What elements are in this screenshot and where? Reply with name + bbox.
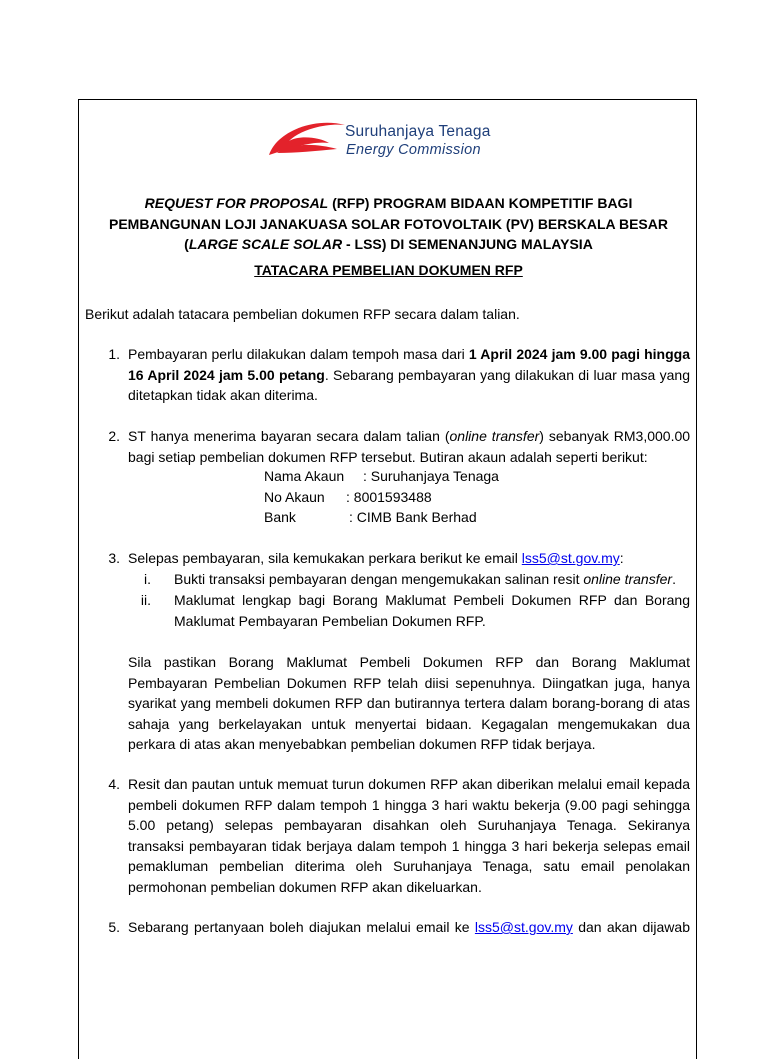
item-2-text (128, 426, 690, 467)
item-2-text-c: ) sebanyak RM3,000.00 bagi setiap pembelian dokumen RFP tersebut. Butiran akaun adalah seperti berikut: (128, 428, 691, 465)
item-3-note: Sila pastikan Borang Maklumat Pembeli Dokumen RFP dan Borang Maklumat Pembayaran Pembelian Dokumen RFP telah diisi sepenuhnya. Diingatkan juga, hanya syarikat yang membeli dokumen RFP dan butirannya tertera dalam borang-borang di atas sahaja yang berkelayakan untuk menyertai bidaan. Kegagalan mengemukakan dua perkara di atas akan menyebabkan pembelian dokumen RFP tidak berjaya. (128, 654, 690, 753)
item-number-4: 4. (108, 776, 120, 792)
bank-value: : CIMB Bank Berhad (349, 509, 477, 525)
item-1-text-c: . Sebarang pembayaran yang dilakukan di luar masa yang ditetapkan tidak akan diterima. (128, 366, 690, 404)
item-number-2: 2. (108, 428, 120, 444)
item-3-text-a: Selepas pembayaran, sila kemukakan perkara berikut ke email (128, 550, 522, 566)
email-link-2[interactable]: lss5@st.gov.my (474, 919, 573, 935)
title-text-part2: - LSS) DI SEMENANJUNG MALAYSIA (342, 236, 593, 252)
item-number-5: 5. (108, 919, 120, 935)
logo-name-malay: Suruhanjaya Tenaga (345, 123, 491, 140)
energy-commission-logo (267, 113, 542, 161)
sub-item-ii-text: Maklumat lengkap bagi Borang Maklumat Pembeli Dokumen RFP dan Borang Maklumat Pembayaran Pembelian Dokumen RFP. (174, 592, 690, 629)
title-italic-lss: LARGE SCALE SOLAR (188, 236, 343, 252)
item-3-text (128, 548, 624, 569)
section-heading: TATACARA PEMBELIAN DOKUMEN RFP (254, 262, 523, 278)
item-4-text: Resit dan pautan untuk memuat turun dokumen RFP akan diberikan melalui email kepada pembeli dokumen RFP dalam tempoh 1 hingga 3 hari waktu bekerja (9.00 pagi sehingga 5.00 petang) selepas pembayaran disahkan oleh Suruhanjaya Tenaga. Sekiranya transaksi pembayaran tidak berjaya dalam tempoh 1 hingga 3 hari bekerja selepas email pemakluman pembelian diterima oleh Suruhanjaya Tenaga, satu email penolakan permohonan pembelian dokumen RFP akan dikeluarkan. (128, 776, 690, 895)
sub-item-number-ii: ii. (140, 592, 151, 608)
item-number-1: 1. (108, 346, 120, 362)
item-number-3: 3. (108, 550, 120, 566)
bank-label: Bank (264, 509, 296, 525)
item-1-dates: 1 April 2024 jam 9.00 pagi hingga 16 April 2024 jam 5.00 petang (128, 346, 690, 383)
item-2-text-a: ST hanya menerima bayaran secara dalam talian ( (128, 428, 450, 444)
title-text-part1: (RFP) PROGRAM BIDAAN KOMPETITIF BAGI PEMBANGUNAN LOJI JANAKUASA SOLAR FOTOVOLTAIK (PV) BERSKALA BESAR ( (109, 195, 668, 252)
sub-item-i-text (174, 569, 676, 590)
title-italic-rfp: REQUEST FOR PROPOSAL (144, 195, 329, 211)
sub-item-i-text-c: . (672, 571, 676, 587)
item-1-text (128, 344, 690, 406)
item-5-text (128, 917, 690, 938)
item-1-text-a: Pembayaran perlu dilakukan dalam tempoh masa dari (128, 346, 469, 362)
sub-item-number-i: i. (144, 571, 151, 587)
document-title (92, 193, 685, 255)
item-3-text-b: : (619, 550, 624, 566)
account-name-value: : Suruhanjaya Tenaga (363, 468, 499, 484)
swoosh-logo-icon (267, 113, 347, 161)
item-2-online-transfer: online transfer (449, 428, 540, 444)
account-number-label: No Akaun (264, 489, 325, 505)
sub-item-i-online-transfer: online transfer (583, 571, 673, 587)
item-5-text-b: dan akan dijawab (572, 919, 690, 935)
account-name-label: Nama Akaun (264, 468, 345, 484)
logo-name-english: Energy Commission (346, 142, 481, 158)
sub-item-i-text-a: Bukti transaksi pembayaran dengan mengemukakan salinan resit (174, 571, 584, 587)
item-5-text-a: Sebarang pertanyaan boleh diajukan melalui email ke (128, 919, 475, 935)
account-number-value: : 8001593488 (346, 489, 432, 505)
intro-paragraph: Berikut adalah tatacara pembelian dokumen RFP secara dalam talian. (85, 306, 520, 322)
email-link[interactable]: lss5@st.gov.my (521, 550, 620, 566)
